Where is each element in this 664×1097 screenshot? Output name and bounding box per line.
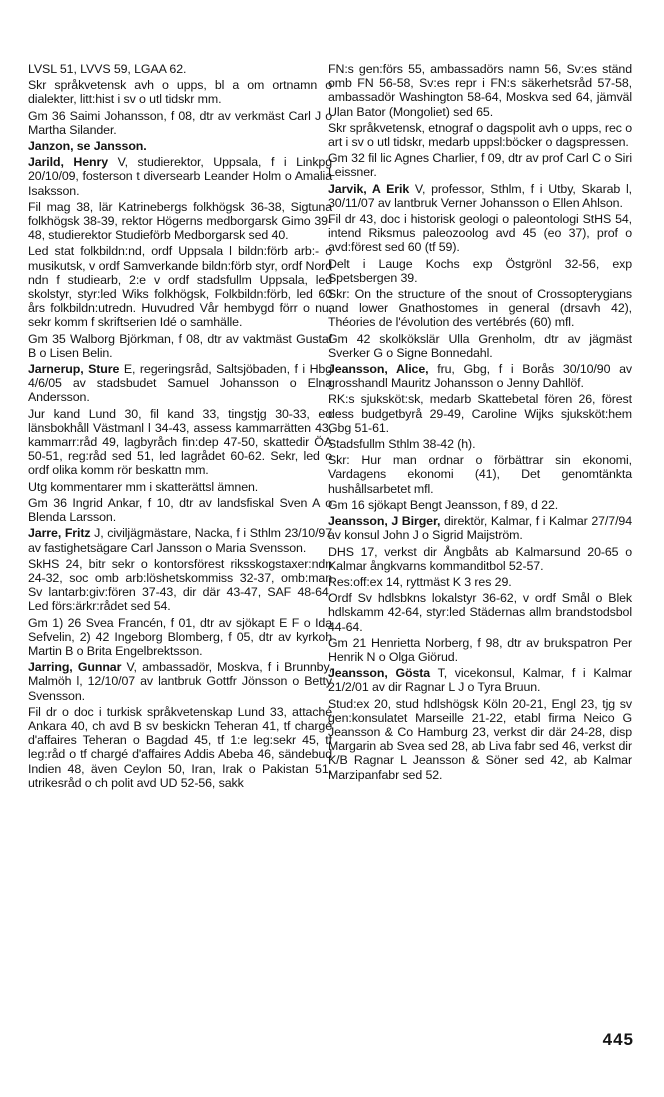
entry-paragraph: RK:s sjuksköt:sk, medarb Skattebetal fören 26, förest dess budgetbyrå 29-49, Caroline Wijks sjuksköt:hem Gbg 51-61. <box>328 392 632 435</box>
entry-name: Jarild, Henry <box>28 155 108 170</box>
entry-name: Jeansson, J Birger, <box>328 514 441 529</box>
entry-name: Jarvik, A Erik <box>328 181 410 196</box>
entry-name: Jeansson, Gösta <box>328 666 431 681</box>
entry-paragraph: Utg kommentarer mm i skatterättsl ämnen. <box>28 479 259 494</box>
entry-paragraph: Res:off:ex 14, ryttmäst K 3 res 29. <box>328 574 512 589</box>
entry-name: Jarnerup, Sture <box>28 362 120 377</box>
entry-paragraph: Jur kand Lund 30, fil kand 33, tingstjg 30-33, eo länsbokhåll Västmanl l 34-43, assess kammarrätten 43, kammarr:råd 49, lagbyråch fin:dep 47-50, skattedir ÖA 50-51, reg:råd sed 51, led lagrådet 60-62. Sekr, led o ordf olika komm rör beskattn mm. <box>28 406 332 478</box>
biography-entry <box>28 362 332 524</box>
entry-heading <box>328 514 632 542</box>
right-column <box>328 62 632 784</box>
entry-intro: V, ambassadör, Moskva, f i Brunnby, Malmöh l, 12/10/07 av lantbruk Gottfr Jönsson o Betty Svensson. <box>28 660 332 703</box>
entry-paragraph: Ordf Sv hdlsbkns lokalstyr 36-62, v ordf Smål o Blek hdlskamm 42-64, styr:led Städernas allm brandstodsbol 44-64. <box>328 591 632 634</box>
entry-paragraph: Gm 42 skolkökslär Ulla Grenholm, dtr av jägmäst Sverker G o Signe Bonnedahl. <box>328 331 632 360</box>
entry-paragraph: Gm 1) 26 Svea Francén, f 01, dtr av sjökapt E F o Ida Sefvelin, 2) 42 Ingeborg Blomberg, f 05, dtr av kyrkoh Martin B o Brita Engelbrektsson. <box>28 615 332 658</box>
entry-name: Janzon, se Jansson. <box>28 139 147 154</box>
entry-heading <box>28 362 332 405</box>
entry-heading <box>328 666 632 694</box>
entry-paragraph: Gm 36 Saimi Johansson, f 08, dtr av verkmäst Carl J o Martha Silander. <box>28 108 332 137</box>
entry-paragraph: Gm 21 Henrietta Norberg, f 98, dtr av brukspatron Per Henrik N o Olga Giörud. <box>328 635 632 664</box>
entry-paragraph: Gm 36 Ingrid Ankar, f 10, dtr av landsfiskal Sven A o Blenda Larsson. <box>28 495 332 525</box>
biography-entry <box>328 514 632 664</box>
entry-paragraph: Fil dr o doc i turkisk språkvetenskap Lund 33, attaché Ankara 40, ch avd B sv beskickn Teheran 41, tf chargé d'affaires Teheran o Bagdad 45, tf 1:e leg:sekr 45, tf leg:råd o tf chargé d'affaires Addis Abeba 46, sändebud Indien 48, även Ceylon 50, Iran, Irak o Pakistan 51, utrikesråd o ch polit avd UD 52-56, sakk <box>28 704 332 790</box>
biography-entry <box>28 62 332 137</box>
entry-name: Jarring, Gunnar <box>28 660 122 675</box>
entry-heading <box>28 526 332 554</box>
biography-entry <box>28 155 332 360</box>
entry-paragraph: Delt i Lauge Kochs exp Östgrönl 32-56, exp Spetsbergen 39. <box>328 256 632 285</box>
biography-entry <box>28 526 332 658</box>
page-number: 445 <box>602 1030 634 1049</box>
entry-paragraph: Skr språkvetensk, etnograf o dagspolit avh o upps, rec o art i sv o utl tidskr, medarb uppsl:böcker o dagspressen. <box>328 120 632 150</box>
entry-paragraph: Skr: Hur man ordnar o förbättrar sin ekonomi, Vardagens ekonomi (41), Det genomtänkta hushållsarbetet mfl. <box>328 453 632 496</box>
biography-entry <box>28 660 332 790</box>
entry-paragraph: Gm 16 sjökapt Bengt Jeansson, f 89, d 22. <box>328 497 559 512</box>
entry-paragraph: Fil mag 38, lär Katrinebergs folkhögsk 36-38, Sigtuna folkhögsk 38-39, rektor Högerns medborgarsk Gimo 39-48, studierektor Studieförb Medborgarsk sed 40. <box>28 199 332 243</box>
entry-intro: direktör, Kalmar, f i Kalmar 27/7/94 av konsul John J o Sigrid Maijström. <box>328 514 632 543</box>
entry-name: Jarre, Fritz <box>28 526 91 541</box>
left-column <box>28 62 332 792</box>
entry-heading <box>28 660 332 703</box>
entry-intro: T, vicekonsul, Kalmar, f i Kalmar 21/2/01 av dir Ragnar L J o Tyra Bruun. <box>328 666 632 695</box>
entry-paragraph: Gm 35 Walborg Björkman, f 08, dtr av vaktmäst Gustaf B o Lisen Belin. <box>28 331 332 360</box>
entry-paragraph: Stud:ex 20, stud hdlshögsk Köln 20-21, Engl 23, tjg sv gen:konsulatet Marseille 21-22, etabl firma Neico G Jeansson & Co Hamburg 23, verkst dir där 24-28, disp Margarin ab Svea sed 28, ab Liva fabr sed 46, verkst dir K/B Ragnar L Jeansson & Söner sed 42, ab Kalmar Marzipanfabr sed 52. <box>328 696 632 782</box>
entry-paragraph: Skr språkvetensk avh o upps, bl a om ortnamn o dialekter, litt:hist i sv o utl tidskr mm. <box>28 78 332 107</box>
entry-paragraph: SkHS 24, bitr sekr o kontorsförest riksskogstaxer:ndn 24-32, soc omb arb:löshetskommiss 32-37, omb:man Sv lantarb:giv:fören 37-43, dir där 43-47, SAF 48-64. Led förs:ärkr:rådet sed 54. <box>28 556 332 614</box>
biography-entry <box>328 362 632 512</box>
entry-intro: J, civiljägmästare, Nacka, f i Sthlm 23/10/97 av fastighetsägare Carl Jansson o Maria Svensson. <box>28 526 332 555</box>
entry-heading <box>328 362 632 390</box>
entry-paragraph: Fil dr 43, doc i historisk geologi o paleontologi StHS 54, intend Riksmus paleozoolog avd 45 (eo 37), prof o avd:förest sed 60 (tf 59). <box>328 212 632 255</box>
entry-heading <box>28 139 332 153</box>
biography-entry <box>328 182 632 360</box>
entry-paragraph: FN:s gen:förs 55, ambassadörs namn 56, Sv:es ständ omb FN 56-58, Sv:es repr i FN:s säkerhetsråd 57-58, ambassadör Washington 58-64, Moskva sed 64, jämväl Ulan Bator (Mongoliet) sed 65. <box>328 62 632 119</box>
biography-entry <box>328 62 632 180</box>
entry-name: Jeansson, Alice, <box>328 362 429 377</box>
entry-intro: E, regeringsråd, Saltsjöbaden, f i Hbg 4/6/05 av stadsbudet Samuel Johansson o Elna Andersson. <box>28 362 332 405</box>
entry-intro: V, professor, Sthlm, f i Utby, Skarab l, 30/11/07 av lantbruk Verner Johansson o Ellen Ahlson. <box>328 181 632 210</box>
entry-heading <box>328 182 632 210</box>
entry-intro: V, studierektor, Uppsala, f i Linkpg 20/10/09, fosterson t diversearb Leander Holm o Amalia Isaksson. <box>28 155 332 198</box>
entry-paragraph: Stadsfullm Sthlm 38-42 (h). <box>328 437 476 452</box>
entry-paragraph: LVSL 51, LVVS 59, LGAA 62. <box>28 62 187 76</box>
biography-entry <box>28 139 332 153</box>
entry-paragraph: Led stat folkbildn:nd, ordf Uppsala l bildn:förb arb:- o musikutsk, v ordf Samverkande bildn:förb styr, ordf Nord ndn f studiearb, 2:e v ordf stadsfullm Uppsala, led skolstyr, styr:led Wiks folkhögsk, Folkbildn:förb, led 60 års folkbildn:utredn. Huvudred Vår hembygd förr o nu, sekr komm f skriftserien Idé o samhälle. <box>28 244 332 330</box>
entry-paragraph: Skr: On the structure of the snout of Crossopterygians and lower Gnathostomes in general (drsavh 42), Théories de l'évolution des vertébrés (60) mfl. <box>328 287 632 330</box>
entry-paragraph: DHS 17, verkst dir Ångbåts ab Kalmarsund 20-65 o Kalmar ångkvarns kommanditbol 52-57. <box>328 544 632 573</box>
entry-intro: fru, Gbg, f i Borås 30/10/90 av grosshandl Mauritz Johansson o Jenny Dahllöf. <box>328 362 633 391</box>
biography-entry <box>328 666 632 782</box>
entry-paragraph: Gm 32 fil lic Agnes Charlier, f 09, dtr av prof Carl C o Siri Leissner. <box>328 151 632 180</box>
entry-heading <box>28 155 332 198</box>
